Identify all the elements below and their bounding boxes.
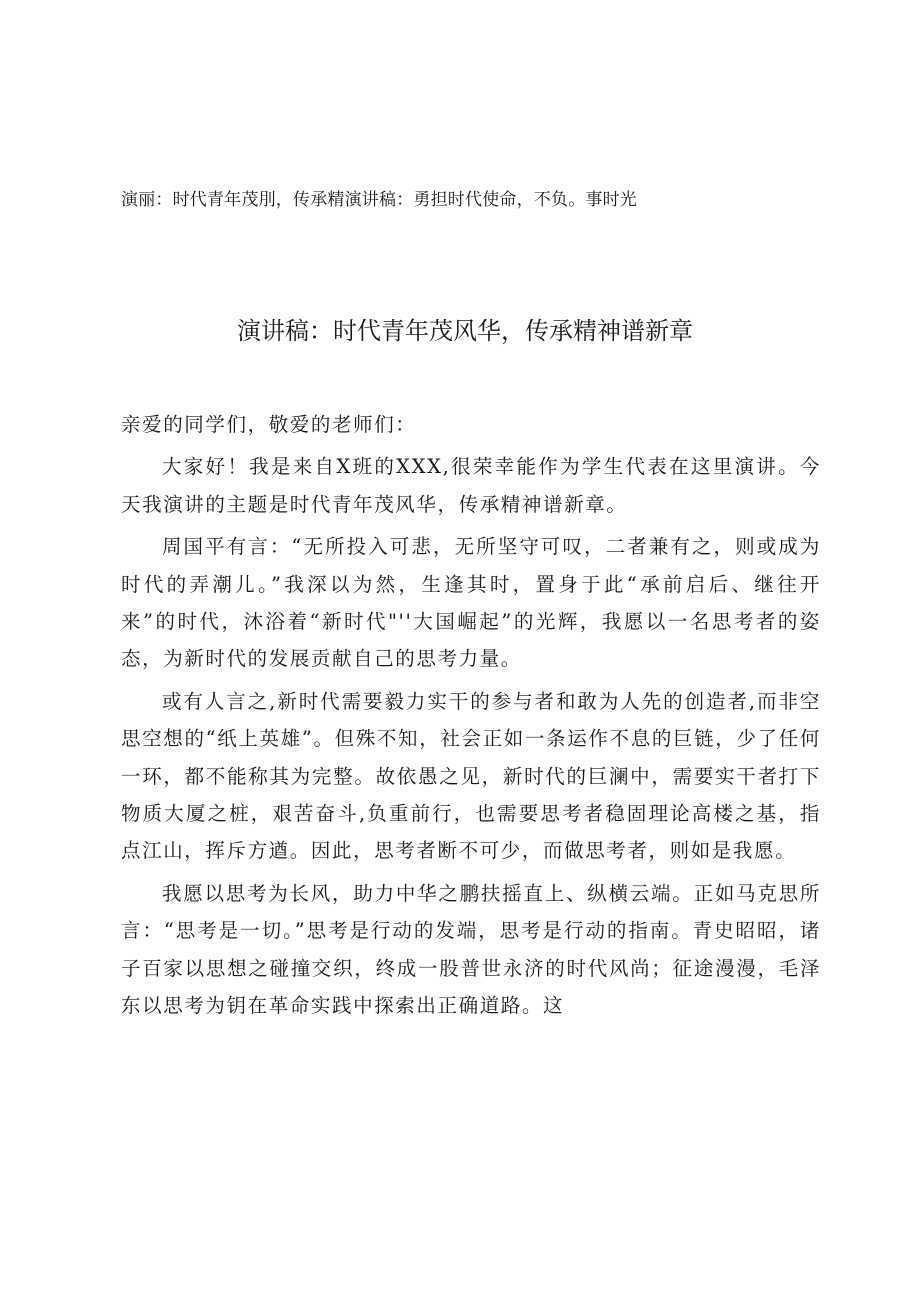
paragraph-greeting: 大家好！我是来自X班的XXX,很荣幸能作为学生代表在这里演讲。今天我演讲的主题是时代青年茂风华，传承精神谱新章。 xyxy=(121,455,821,516)
paragraph-thinker-role: 或有人言之,新时代需要毅力实干的参与者和敢为人先的创造者,而非空思空想的“纸上英雄”。但殊不知，社会正如一条运作不息的巨链，少了任何一环，都不能称其为完整。故依愚之见，新时代的巨澜中，需要实干者打下物质大厦之桩，艰苦奋斗,负重前行，也需要思考者稳固理论高楼之基，指点江山，挥斥方遒。因此，思考者断不可少，而做思考者，则如是我愿。 xyxy=(121,689,821,863)
paragraph-thinking-wind: 我愿以思考为长风，助力中华之鹏扶摇直上、纵横云端。正如马克思所言：“思考是一切。”思考是行动的发端，思考是行动的指南。青史昭昭，诸子百家以思想之碰撞交织，终成一股普世永济的时代风尚；征途漫漫，毛泽东以思考为钥在革命实践中探索出正确道路。这 xyxy=(121,881,821,1018)
document-header-line: 演丽：时代青年茂刖，传承精演讲稿：勇担时代使命，不负。事时光 xyxy=(121,190,637,210)
document-title: 演讲稿：时代青年茂风华，传承精神谱新章 xyxy=(237,317,693,345)
document-body xyxy=(121,406,821,1025)
salutation: 亲爱的同学们，敬爱的老师们： xyxy=(121,413,417,436)
paragraph-quote-zhou-guoping: 周国平有言：“无所投入可悲，无所坚守可叹，二者兼有之，则或成为时代的弄潮儿。”我深以为然，生逢其时，置身于此“承前启后、继往开来”的时代，沐浴着“新时代"''大国崛起”的光辉，我愿以一名思考者的姿态，为新时代的发展贡献自己的思考力量。 xyxy=(121,535,821,671)
